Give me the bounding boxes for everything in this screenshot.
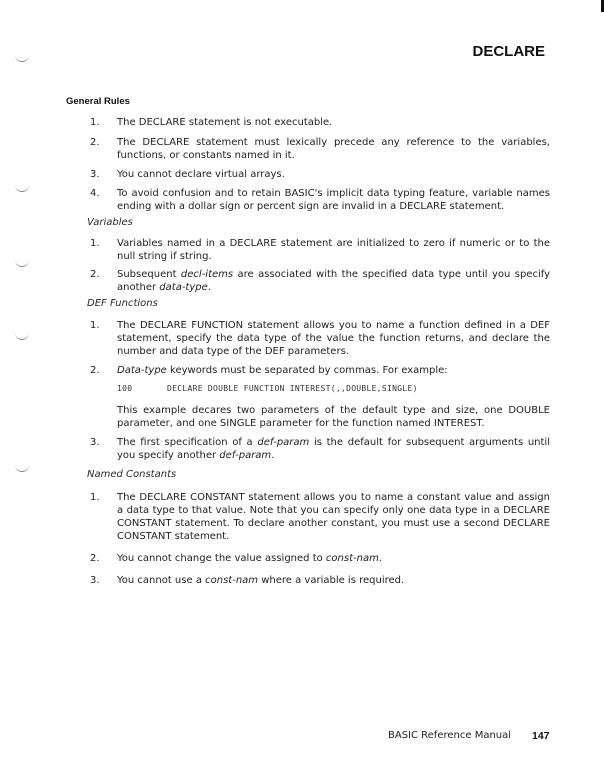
binder-hole-mark [15, 55, 29, 62]
page-number: 147 [532, 730, 550, 742]
binder-hole-mark [15, 333, 29, 340]
code-example [117, 384, 418, 393]
example-note: This example decares two parameters of the default type and size, one DOUBLE parameter, and one SINGLE parameter for the function named INTEREST. [117, 405, 550, 429]
binder-hole-mark [15, 465, 29, 472]
code-line-number: 100 [117, 384, 133, 393]
general-rules-heading: General Rules [66, 96, 130, 107]
binder-hole-mark [15, 260, 29, 267]
named-constants-heading: Named Constants [87, 469, 177, 480]
variables-heading: Variables [87, 217, 133, 228]
def-functions-heading: DEF Functions [87, 298, 158, 309]
code-statement: DECLARE DOUBLE FUNCTION INTEREST(,,DOUBLE,SINGLE) [167, 384, 418, 393]
footer-manual-title: BASIC Reference Manual [388, 730, 512, 741]
binder-hole-mark [15, 185, 29, 192]
page-title: DECLARE [472, 43, 545, 60]
